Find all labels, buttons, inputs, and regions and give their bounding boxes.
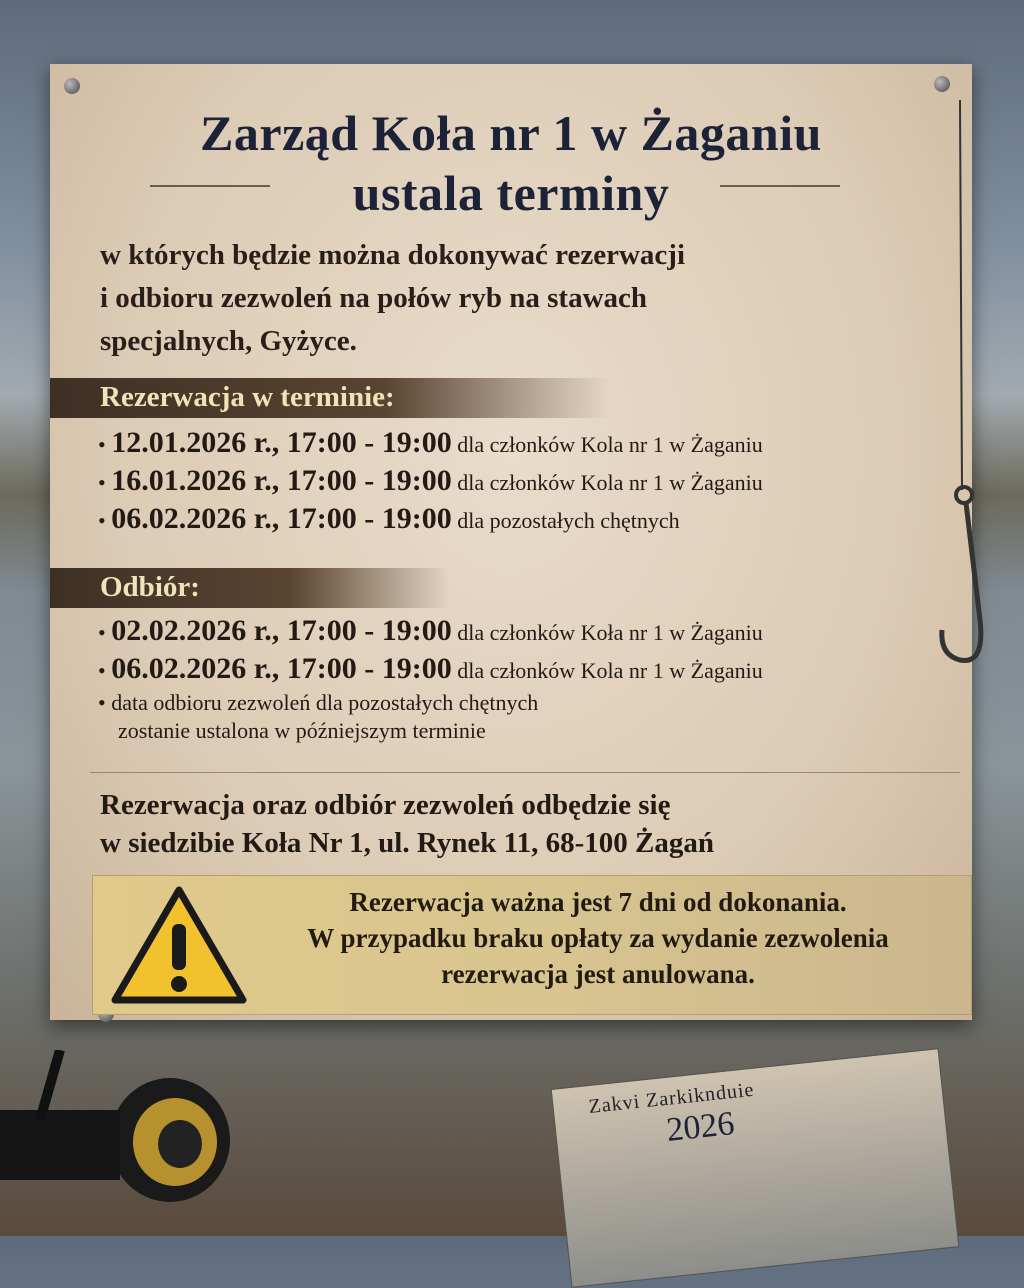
fishing-reel-image <box>0 1050 240 1230</box>
divider <box>90 772 960 773</box>
pickup-heading: Odbiór: <box>100 571 200 603</box>
note-line: data odbioru zezwoleń dla pozostałych chętnych <box>111 690 539 715</box>
audience: dla pozostałych chętnych <box>457 508 680 533</box>
notice-poster <box>50 64 972 1020</box>
date: 16.01.2026 r., 17:00 - 19:00 <box>111 464 452 497</box>
pickup-list <box>98 614 763 746</box>
list-item: • data odbioru zezwoleń dla pozostałych chętnych <box>98 690 539 715</box>
location-line: Rezerwacja oraz odbiór zezwoleń odbędzie się <box>100 789 671 821</box>
divider <box>720 185 840 187</box>
warning-icon <box>109 884 249 1008</box>
intro-line: w których będzie można dokonywać rezerwacji <box>100 239 685 271</box>
note-line: zostanie ustalona w późniejszym terminie <box>118 718 486 743</box>
date: 06.02.2026 r., 17:00 - 19:00 <box>111 502 452 535</box>
list-item: • 16.01.2026 r., 17:00 - 19:00 dla członków Kola nr 1 w Żaganiu <box>98 464 763 497</box>
warning-line: Rezerwacja ważna jest 7 dni od dokonania. <box>349 887 847 917</box>
permit-booklet-image <box>551 1048 960 1288</box>
location-text <box>100 786 714 862</box>
list-item: • 06.02.2026 r., 17:00 - 19:00 dla członków Kola nr 1 w Żaganiu <box>98 652 763 685</box>
reservation-heading-band <box>50 378 610 418</box>
warning-line: W przypadku braku opłaty za wydanie zezwolenia <box>307 923 889 953</box>
pin-icon <box>934 76 950 92</box>
date: 06.02.2026 r., 17:00 - 19:00 <box>111 652 452 685</box>
list-item: • 02.02.2026 r., 17:00 - 19:00 dla członków Koła nr 1 w Żaganiu <box>98 614 763 647</box>
warning-line: rezerwacja jest anulowana. <box>441 959 755 989</box>
intro-line: i odbioru zezwoleń na połów ryb na stawach <box>100 282 648 314</box>
warning-box <box>92 875 972 1015</box>
list-item <box>98 718 763 746</box>
reservation-list <box>98 426 763 540</box>
list-item: • 12.01.2026 r., 17:00 - 19:00 dla członków Kola nr 1 w Żaganiu <box>98 426 763 459</box>
date: 02.02.2026 r., 17:00 - 19:00 <box>111 614 452 647</box>
fishing-hook-icon <box>930 100 1000 670</box>
title-line-1: Zarząd Koła nr 1 w Żaganiu <box>200 105 822 161</box>
audience: dla członków Kola nr 1 w Żaganiu <box>457 658 763 683</box>
reservation-heading: Rezerwacja w terminie: <box>100 381 395 413</box>
booklet-year: 2026 <box>664 1105 737 1149</box>
intro-text <box>100 234 920 363</box>
pin-icon <box>64 78 80 94</box>
warning-text <box>233 884 963 992</box>
intro-line: specjalnych, Gyżyce. <box>100 325 357 357</box>
pickup-heading-band <box>50 568 450 608</box>
list-item: • 06.02.2026 r., 17:00 - 19:00 dla pozostałych chętnych <box>98 502 680 535</box>
booklet-title: Zakvi Zarkiknduie <box>587 1078 756 1118</box>
audience: dla członków Koła nr 1 w Żaganiu <box>457 620 763 645</box>
location-line: w siedzibie Koła Nr 1, ul. Rynek 11, 68-100 Żagań <box>100 827 714 859</box>
date: 12.01.2026 r., 17:00 - 19:00 <box>111 426 452 459</box>
title-line-2: ustala terminy <box>352 165 670 221</box>
audience: dla członków Kola nr 1 w Żaganiu <box>457 470 763 495</box>
audience: dla członków Kola nr 1 w Żaganiu <box>457 432 763 457</box>
